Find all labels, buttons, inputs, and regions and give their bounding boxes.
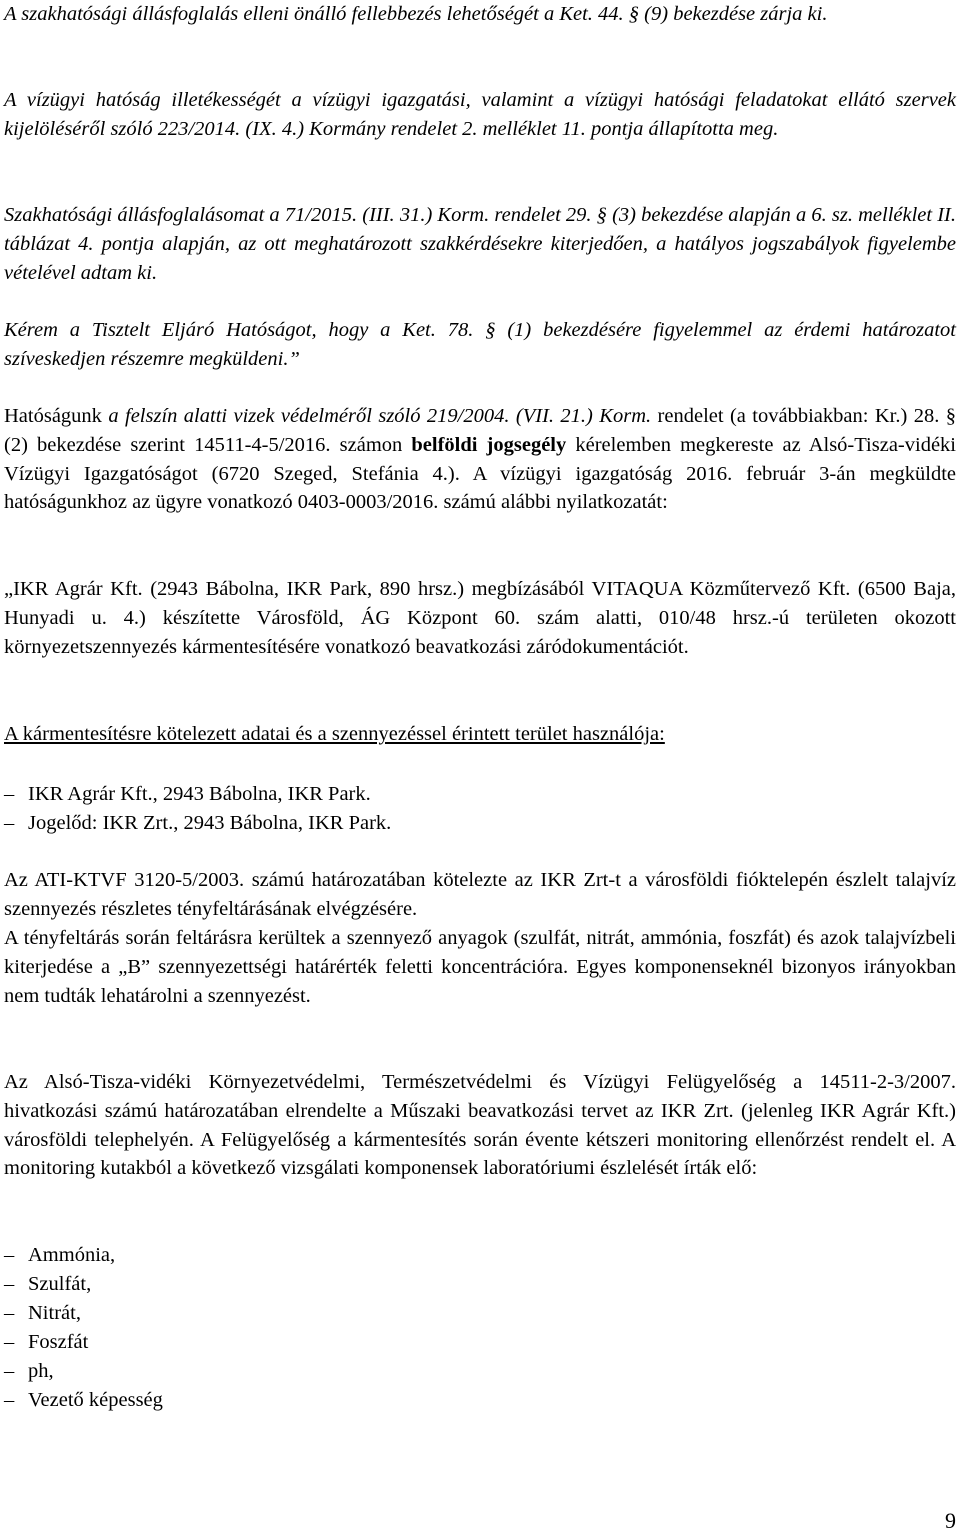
paragraph-appeal: A szakhatósági állásfoglalás elleni önálló fellebbezés lehetőségét a Ket. 44. § (9) bekezdése zárja ki. <box>4 3 828 25</box>
obliged-party-list <box>4 780 956 838</box>
monitoring-components-list <box>4 1241 956 1415</box>
paragraph-opinion-basis: Szakhatósági állásfoglalásomat a 71/2015. (III. 31.) Korm. rendelet 29. § (3) bekezdése alapján a 6. sz. melléklet II. táblázat 4. pontja alapján, az ott meghatározott szakkérdésekre kiterjedően, a hatályos jogszabályok figyelembe vételével adtam ki. <box>4 204 956 284</box>
paragraph-exploration-order: Az ATI-KTVF 3120-5/2003. számú határozatában kötelezte az IKR Zrt-t a városföldi fióktelepén észlelt talajvíz szennyezés részletes tényfeltárásának elvégzésére. <box>4 869 956 920</box>
list-item: – IKR Agrár Kft., 2943 Bábolna, IKR Park. <box>4 783 371 805</box>
obliged-party-heading: A kármentesítésre kötelezett adatai és a szennyezéssel érintett terület használója: <box>4 723 665 745</box>
list-item: – Nitrát, <box>4 1302 81 1324</box>
page-number: 9 <box>945 1508 956 1533</box>
list-item: – Szulfát, <box>4 1273 92 1295</box>
paragraph-quote-start: „IKR Agrár Kft. (2943 Bábolna, IKR Park, 890 hrsz.) megbízásából VITAQUA Közműtervező Kft. (6500 Baja, Hunyadi u. 4.) készítette Városföld, ÁG Központ 60. szám alatti, 010/48 hrsz.-ú területen okozott környezetszennyezés kármentesítésére vonatkozó beavatkozási záródokumentációt. <box>4 578 956 658</box>
text-segment: kérelemben megkereste az Alsó-Tisza-vidéki Vízügyi Igazgatóságot (6720 Szeged, Stefánia 4.). A vízügyi igazgatóság 2016. február 3-án megküldte hatóságunkhoz az ügyre vonatkozó 0403-0003/2016. számú alábbi nyilatkozatát: <box>4 433 956 514</box>
paragraph-authority-request <box>4 402 956 517</box>
decree-reference: a felszín alatti vizek védelméről szóló 219/2004. (VII. 21.) Korm. <box>108 405 652 427</box>
paragraph-intervention-plan: Az Alsó-Tisza-vidéki Környezetvédelmi, Természetvédelmi és Vízügyi Felügyelőség a 14511-2-3/2007. hivatkozási számú határozatában elrendelte a Műszaki beavatkozási tervet az IKR Zrt. (jelenleg IKR Agrár Kft.) városföldi telephelyén. A Felügyelőség a kármentesítés során évente kétszeri monitoring ellenőrzést rendelt el. A monitoring kutakból a következő vizsgálati komponensek laboratóriumi észlelését írták elő: <box>4 1071 956 1180</box>
legal-assistance-term: belföldi jogsegély <box>411 433 567 456</box>
text-segment: Hatóságunk <box>4 405 109 427</box>
paragraph-exploration-results: A tényfeltárás során feltárásra kerültek a szennyező anyagok (szulfát, nitrát, ammónia, foszfát) és azok talajvízbeli kiterjedése a „B” szennyezettségi határérték feletti koncentrációra. Egyes komponenseknél bizonyos irányokban nem tudták lehatárolni a szennyezést. <box>4 927 956 1007</box>
list-item: – Jogelőd: IKR Zrt., 2943 Bábolna, IKR Park. <box>4 812 392 834</box>
text-segment: rendelet (a továbbiakban: Kr.) 28. § (2) bekezdése szerint 14511-4-5/2016. számon <box>4 405 957 456</box>
list-item: – Foszfát <box>4 1331 89 1353</box>
list-item: – ph, <box>4 1360 54 1382</box>
paragraph-jurisdiction: A vízügyi hatóság illetékességét a vízügyi igazgatási, valamint a vízügyi hatósági feladatokat ellátó szervek kijelöléséről szóló 223/2014. (IX. 4.) Kormány rendelet 2. melléklet 11. pontja állapította meg. <box>4 89 956 140</box>
list-item: – Ammónia, <box>4 1244 116 1266</box>
list-item: – Vezető képesség <box>4 1389 163 1411</box>
paragraph-request: Kérem a Tisztelt Eljáró Hatóságot, hogy a Ket. 78. § (1) bekezdésére figyelemmel az érdemi határozatot szíveskedjen részemre megküldeni.” <box>4 319 956 370</box>
